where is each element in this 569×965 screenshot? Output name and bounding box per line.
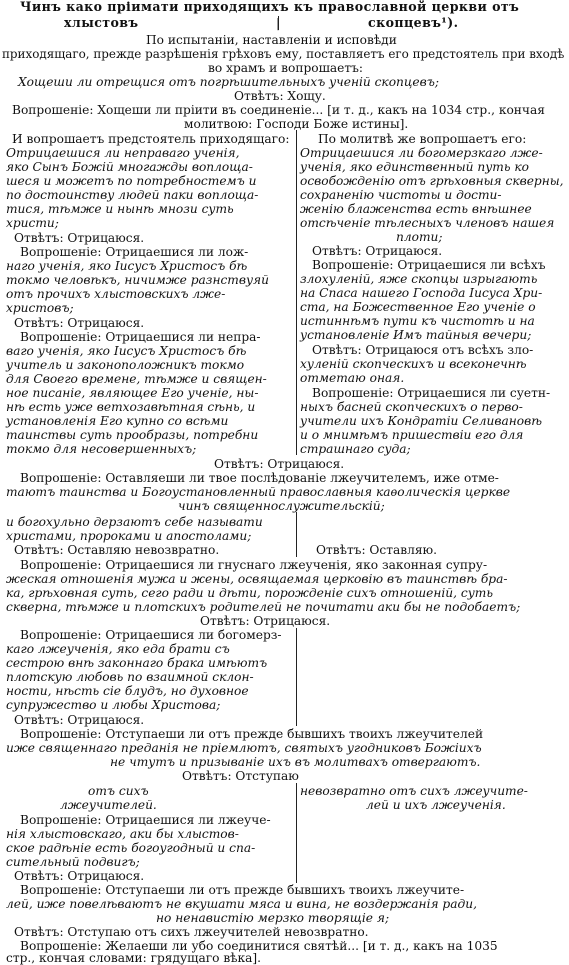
text-line: женію блаженства есть внѣшнее [300,202,532,216]
text-line: Отвѣтъ: Отрицаюся. [14,869,145,883]
text-line: молитвою: Господи Боже истины]. [184,117,409,131]
text-line: отъ прочихъ хлыстовскихъ лже- [6,287,226,301]
column-divider-upper [296,130,297,455]
title-divider [278,16,279,30]
text-line: сительный подвигъ; [6,855,140,869]
text-line: и о мнимѣмъ пришествіи его для [300,428,524,442]
text-line: Отвѣтъ: Отступаю отъ сихъ лжеучителей невозвратно. [14,925,369,939]
text-line: не чтутъ и призываніе ихъ въ молитвахъ отвергаютъ. [110,755,481,769]
text-line: ваго ученія, яко Іисусъ Христосъ бѣ [6,344,247,358]
text-line: стр., кончая словами: грядущаго вѣка]. [6,951,262,965]
text-line: Отвѣтъ: Отрицаюся. [14,231,145,245]
text-line: по достоинству людей паки воплоща- [6,188,259,202]
column-divider-bottom [296,783,297,883]
text-line: тися, тѣмже и нынѣ мнози суть [6,202,234,216]
text-line: отсѣченіе тѣлесныхъ членовъ нашея [300,216,555,230]
text-line: сохраненію чистоты и дости- [300,188,502,202]
text-line: Отрицаешися ли неправаго ученія, [6,146,240,160]
text-line: освобожденію отъ грѣховныя скверны, [300,174,564,188]
text-line: Отвѣтъ: Оставляю невозвратно. [14,543,220,557]
text-line: плоти; [396,230,443,244]
text-line: Вопрошеніе: Отрицаешися ли непра- [20,330,261,344]
text-line: страшнаго суда; [300,442,411,456]
text-line: но ненавистію мерзко творящіе я; [156,911,390,925]
text-line: установленіе Имъ тайныя вечери; [300,328,532,342]
text-line: Отвѣтъ: Отрицаюся отъ всѣхъ зло- [312,343,534,357]
text-line: христовъ; [6,301,74,315]
text-line: лей, иже повелѣваютъ не вкушати мяса и вина, не воздержанія ради, [6,897,477,911]
text-line: супружество и любы Христова; [6,698,221,712]
text-line: Вопрошеніе: Хощеши ли пріити въ соединеніе... [и т. д., какъ на 1034 стр., кончая [12,103,545,117]
text-line: И вопрошаетъ предстоятель приходящаго: [12,132,290,146]
text-line: скопцевъ¹). [368,15,459,30]
column-divider-mid [296,512,297,557]
text-line: Отрицаешися ли богомерзкаго лже- [300,146,543,160]
text-line: злохуленій, яже скопцы изрыгають [300,272,538,286]
text-line: жеская отношенія мужа и жены, освящаемая церковію въ таинствѣ бра- [6,572,508,586]
text-line: установленія Его купно со всѣми [6,414,229,428]
text-line: лжеучителей. [60,798,157,812]
text-line: хуленій скопческихъ и всеконечнѣ [300,357,527,371]
text-line: | [276,16,281,30]
text-line: на Спаса нашего Господа Іисуса Хри- [300,286,543,300]
text-line: Вопрошеніе: Отрицаешися ли гнуснаго лжеученія, яко законная супру- [20,558,488,572]
text-line: чинъ священнослужительскій; [178,499,385,513]
text-line: отъ сихъ [88,784,149,798]
text-line: хлыстовъ [64,15,139,30]
text-line: Хощеши ли отрещися отъ погрѣшительныхъ ученій скопцевъ; [18,75,439,89]
text-line: ное писаніе, являющее Его ученіе, ны- [6,386,259,400]
text-line: Отвѣтъ: Оставляю. [316,543,438,557]
text-line: По молитвѣ же вопрошаетъ его: [318,132,527,146]
text-line: истиннѣмъ пути къ чистотѣ и на [300,314,535,328]
text-line: Отвѣтъ: Отрицаюся. [312,244,443,258]
text-line: для Своего времене, тѣмже и священ- [6,372,267,386]
text-line: нѣ есть уже ветхозавѣтная сѣнь, и [6,400,256,414]
text-line: невозвратно отъ сихъ лжеучите- [300,784,528,798]
text-line: ныхъ басней скопческихъ о перво- [300,400,523,414]
text-line: каго лжеученія, яко еда брати съ [6,642,230,656]
text-line: ста, на Божественное Его ученіе о [300,300,536,314]
text-line: приходящаго, прежде разрѣшенія грѣховъ ему, поставляетъ его предстоятель при входѣ [2,47,565,61]
text-line: нія хлыстовскаго, аки бы хлыстов- [6,827,239,841]
text-line: Отвѣтъ: Отрицаюся. [214,457,345,471]
text-line: учители ихъ Кондратіи Селивановѣ [300,414,542,428]
text-line: отметаю оная. [300,371,405,385]
text-line: плотскую любовь по взаимной склон- [6,670,254,684]
text-line: Отвѣтъ: Отрицаюся. [14,713,145,727]
text-line: скверна, тѣмже и плотскихъ родителей не почитати аки бы не подобаетъ; [6,600,521,614]
text-line: Вопрошеніе: Отрицаешися ли богомерз- [20,628,282,642]
text-line: Вопрошеніе: Отрицаешися ли суетн- [312,386,551,400]
text-line: во храмъ и вопрошаетъ: [208,61,363,75]
text-line: Вопрошеніе: Отрицаешися ли лжеуче- [20,813,271,827]
text-line: ученія, яко единственный путь ко [300,160,529,174]
text-line: яко Сынъ Божій многажды воплоща- [6,160,253,174]
text-line: Вопрошеніе: Желаеши ли убо соединитися святѣй... [и т. д., какъ на 1035 [20,939,498,953]
text-line: токмо для несовершенныхъ; [6,442,197,456]
text-line: ка, грѣховная суть, сего ради и дѣти, порожденіе сихъ отношеній, суть [6,586,493,600]
text-line: иже священнаго преданія не пріемлютъ, святыхъ угодниковъ Божіихъ [6,741,482,755]
text-line: Вопрошеніе: Отрицаешися ли лож- [20,245,249,259]
text-line: учитель и законоположникъ токмо [6,358,245,372]
text-line: лей и ихъ лжеученія. [366,798,506,812]
text-line: ское радѣніе есть богоугодный и спа- [6,841,256,855]
text-line: христами, пророками и апостолами; [6,529,252,543]
text-line: Отвѣтъ: Хощу. [234,89,326,103]
text-line: Вопрошеніе: Оставляеши ли твое послѣдованіе лжеучителемъ, иже отме- [20,471,499,485]
text-line: таинствы суть прообразы, потребни [6,428,259,442]
text-line: Вопрошеніе: Отрицаешися ли всѣхъ [312,258,546,272]
column-divider-lower [296,628,297,726]
text-line: По испытаніи, наставленіи и исповѣди [146,33,397,47]
text-line: Отвѣтъ: Отступаю [182,769,299,783]
text-line: Вопрошеніе: Отступаеши ли отъ прежде бывшихъ твоихъ лжеучителей [20,727,484,741]
text-line: наго ученія, яко Іисусъ Христосъ бѣ [6,259,248,273]
text-line: таютъ таинства и Богоустановленный православныя каѳолическія церкве [6,485,511,499]
text-line: Отвѣтъ: Отрицаюся. [14,316,145,330]
text-line: и богохульно дерзаютъ себе называти [6,515,263,529]
text-line: Отвѣтъ: Отрицаюся. [200,614,331,628]
text-line: токмо человѣкъ, ничимже разнствуяй [6,273,269,287]
text-line: христи; [6,216,59,230]
text-line: Вопрошеніе: Отступаеши ли отъ прежде бывшихъ твоихъ лжеучите- [20,883,465,897]
text-line: шеся и можетъ по потребностемъ и [6,174,257,188]
text-line: ности, нѣсть сіе блудъ, но духовное [6,684,249,698]
text-line: сестрою внѣ законнаго брака имѣютъ [6,656,268,670]
text-line: Чинъ како пріимати приходящихъ къ православной церкви отъ [20,0,520,14]
